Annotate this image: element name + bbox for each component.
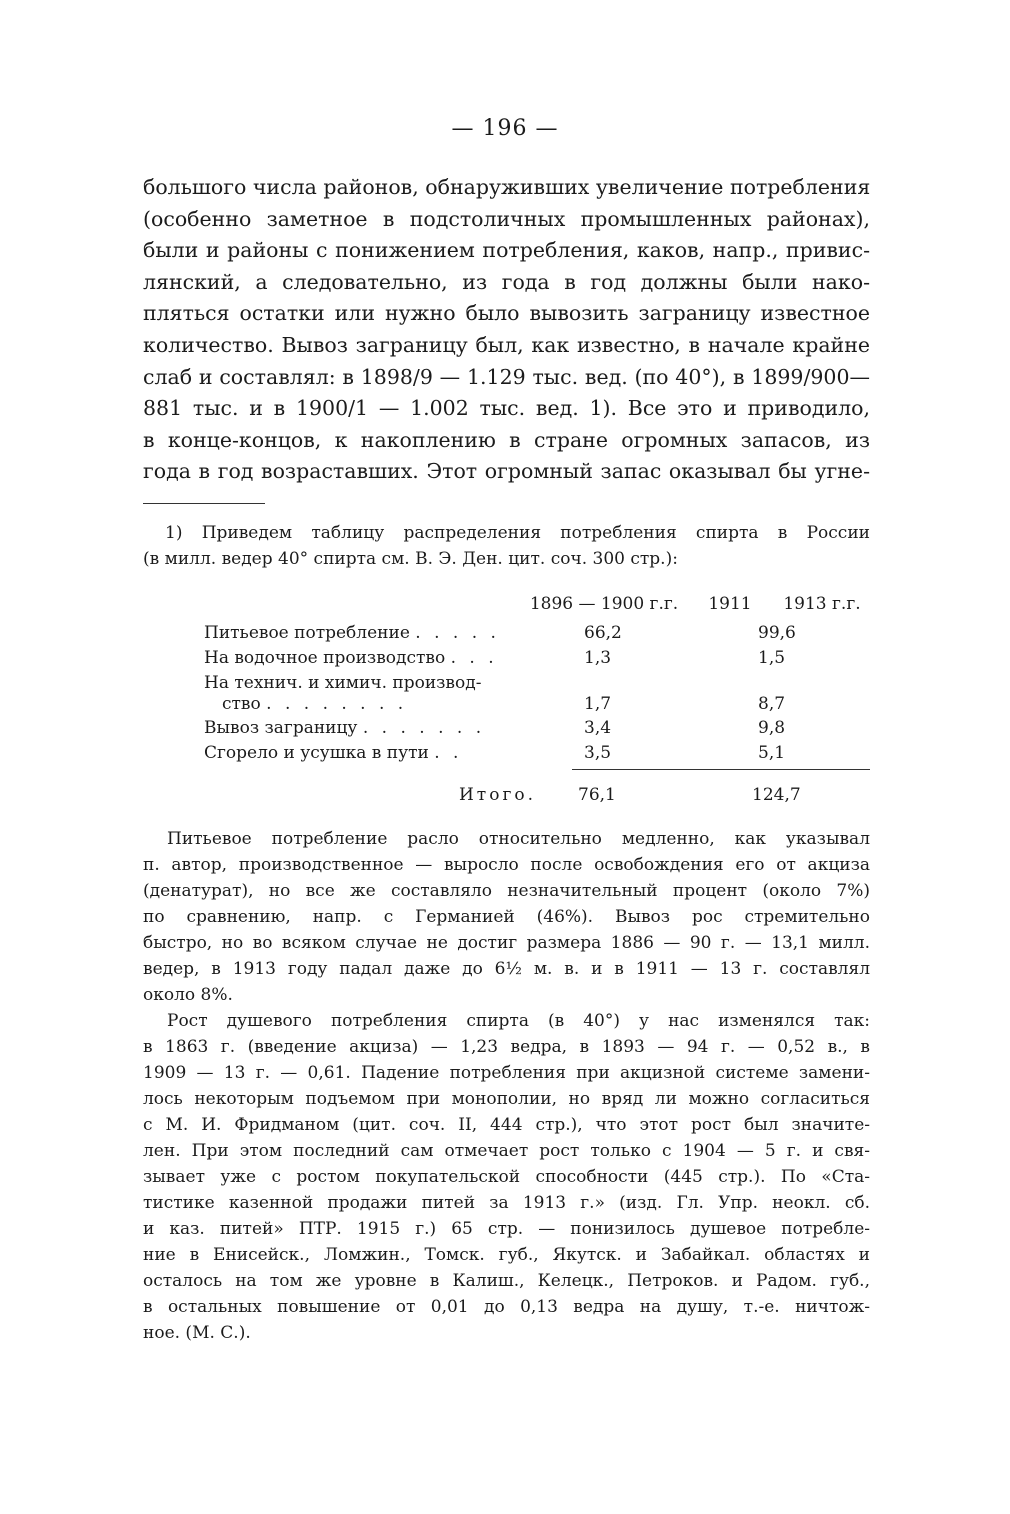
cell-1913: 5,1	[758, 743, 786, 763]
text-line: лянский, а следовательно, из года в год должны были нако-	[143, 269, 870, 294]
cell-1896: 3,5	[584, 743, 612, 763]
row-label	[204, 741, 530, 765]
footnote-line: (в милл. ведер 40° спирта см. В. Э. Ден. цит. соч. 300 стр.):	[143, 549, 678, 569]
footnote-line: с М. И. Фридманом (цит. соч. II, 444 стр.), что этот рост был значите-	[143, 1115, 870, 1135]
cell-1896: 1,3	[584, 648, 612, 668]
table-total-rule	[572, 769, 870, 770]
total-1913: 124,7	[752, 785, 801, 805]
footnote-line: ведер, в 1913 году падал даже до 6½ м. в. и в 1911 — 13 г. составлял	[143, 959, 870, 979]
footnote-line: лось некоторым подъемом при монополии, но вряд ли можно согласиться	[143, 1089, 870, 1109]
footnote-line: осталось на том же уровне в Калиш., Келецк., Петроков. и Радом. губ.,	[143, 1271, 870, 1291]
cell-1913: 8,7	[758, 694, 786, 714]
column-header-1896-1900: 1896 — 1900 г.г.	[529, 594, 679, 614]
footnote-line: лен. При этом последний сам отмечает рост только с 1904 — 5 г. и свя-	[143, 1141, 870, 1161]
footnote-line: и каз. питей» ПТР. 1915 г.) 65 стр. — понизилось душевое потребле-	[143, 1219, 870, 1239]
cell-1896: 66,2	[584, 623, 622, 643]
cell-1913: 1,5	[758, 648, 786, 668]
footnote-divider	[143, 503, 265, 504]
footnote-commentary	[143, 826, 870, 1346]
footnote-line: по сравнению, напр. с Германией (46%). Вывоз рос стремительно	[143, 907, 870, 927]
footnote-line: в 1863 г. (введение акциза) — 1,23 ведра, в 1893 — 94 г. — 0,52 в., в	[143, 1037, 870, 1057]
footnote-line: (денатурат), но все же составляло незначительный процент (около 7%)	[143, 881, 870, 901]
text-line: года в год возраставших. Этот огромный запас оказывал бы угне-	[143, 459, 870, 484]
footnote-line: быстро, но во всяком случае не достиг размера 1886 — 90 г. — 13,1 милл.	[143, 933, 870, 953]
footnote-line: 1909 — 13 г. — 0,61. Падение потребления при акцизной системе замени-	[143, 1063, 870, 1083]
row-label	[222, 692, 530, 716]
row-leader-dots: . . .	[450, 648, 498, 668]
row-label	[204, 646, 530, 670]
main-text	[143, 172, 870, 488]
row-label-text: Вывоз заграницу	[204, 718, 358, 738]
column-header-1911: 1911	[708, 594, 752, 614]
cell-1913: 9,8	[758, 718, 786, 738]
total-1896: 76,1	[578, 785, 616, 805]
footnote-line: тистике казенной продажи питей за 1913 г.» (изд. Гл. Упр. неокл. сб.	[143, 1193, 870, 1213]
total-label: Итого.	[458, 785, 536, 805]
row-label	[204, 716, 530, 740]
row-label-text: Питьевое потребление	[204, 623, 410, 643]
footnote-line: зывает уже с ростом покупательской способности (445 стр.). По «Ста-	[143, 1167, 870, 1187]
row-leader-dots: . .	[434, 743, 463, 763]
row-label-text: На водочное производство	[204, 648, 446, 668]
footnote-line: Рост душевого потребления спирта (в 40°) у нас изменялся так:	[167, 1011, 870, 1031]
footnote-line: ние в Енисейск., Ломжин., Томск. губ., Якутск. и Забайкал. областях и	[143, 1245, 870, 1265]
text-line: количество. Вывоз заграницу был, как известно, в начале крайне	[143, 332, 870, 357]
footnote-intro	[143, 520, 870, 572]
cell-1896: 1,7	[584, 694, 612, 714]
row-label	[204, 671, 530, 695]
text-line: пляться остатки или нужно было вывозить заграницу известное	[143, 301, 870, 326]
footnote-line: 1) Приведем таблицу распределения потребления спирта в России	[165, 523, 870, 543]
text-line: 881 тыс. и в 1900/1 — 1.002 тыс. вед. 1). Все это и приводило,	[143, 396, 870, 421]
row-leader-dots: . . . . .	[415, 623, 500, 643]
footnote-line: в остальных повышение от 0,01 до 0,13 ведра на душу, т.-е. ничтож-	[143, 1297, 870, 1317]
row-label	[204, 621, 530, 645]
text-line: слаб и составлял: в 1898/9 — 1.129 тыс. вед. (по 40°), в 1899/900—	[143, 364, 870, 389]
row-label-text: Сгорело и усушка в пути	[204, 743, 429, 763]
page-number: — 196 —	[451, 116, 559, 141]
row-leader-dots: . . . . . . .	[362, 718, 486, 738]
text-line: (особенно заметное в подстоличных промышленных районах),	[143, 206, 870, 231]
column-header-1913: 1913 г.г.	[783, 594, 861, 614]
cell-1896: 3,4	[584, 718, 612, 738]
row-label-text: ство	[222, 694, 261, 714]
footnote-line: Питьевое потребление расло относительно медленно, как указывал	[167, 829, 870, 849]
footnote-line: п. автор, производственное — выросло после освобождения его от акциза	[143, 855, 870, 875]
text-line: были и районы с понижением потребления, каков, напр., привис-	[143, 238, 870, 263]
row-leader-dots: . . . . . . . .	[266, 694, 408, 714]
text-line: большого числа районов, обнаруживших увеличение потребления	[143, 175, 870, 199]
cell-1913: 99,6	[758, 623, 796, 643]
text-line: в конце-концов, к накоплению в стране огромных запасов, из	[143, 427, 870, 452]
footnote-line: около 8%.	[143, 985, 233, 1005]
row-label-text: На технич. и химич. производ-	[204, 673, 482, 693]
footnote-line: ное. (М. С.).	[143, 1323, 251, 1343]
